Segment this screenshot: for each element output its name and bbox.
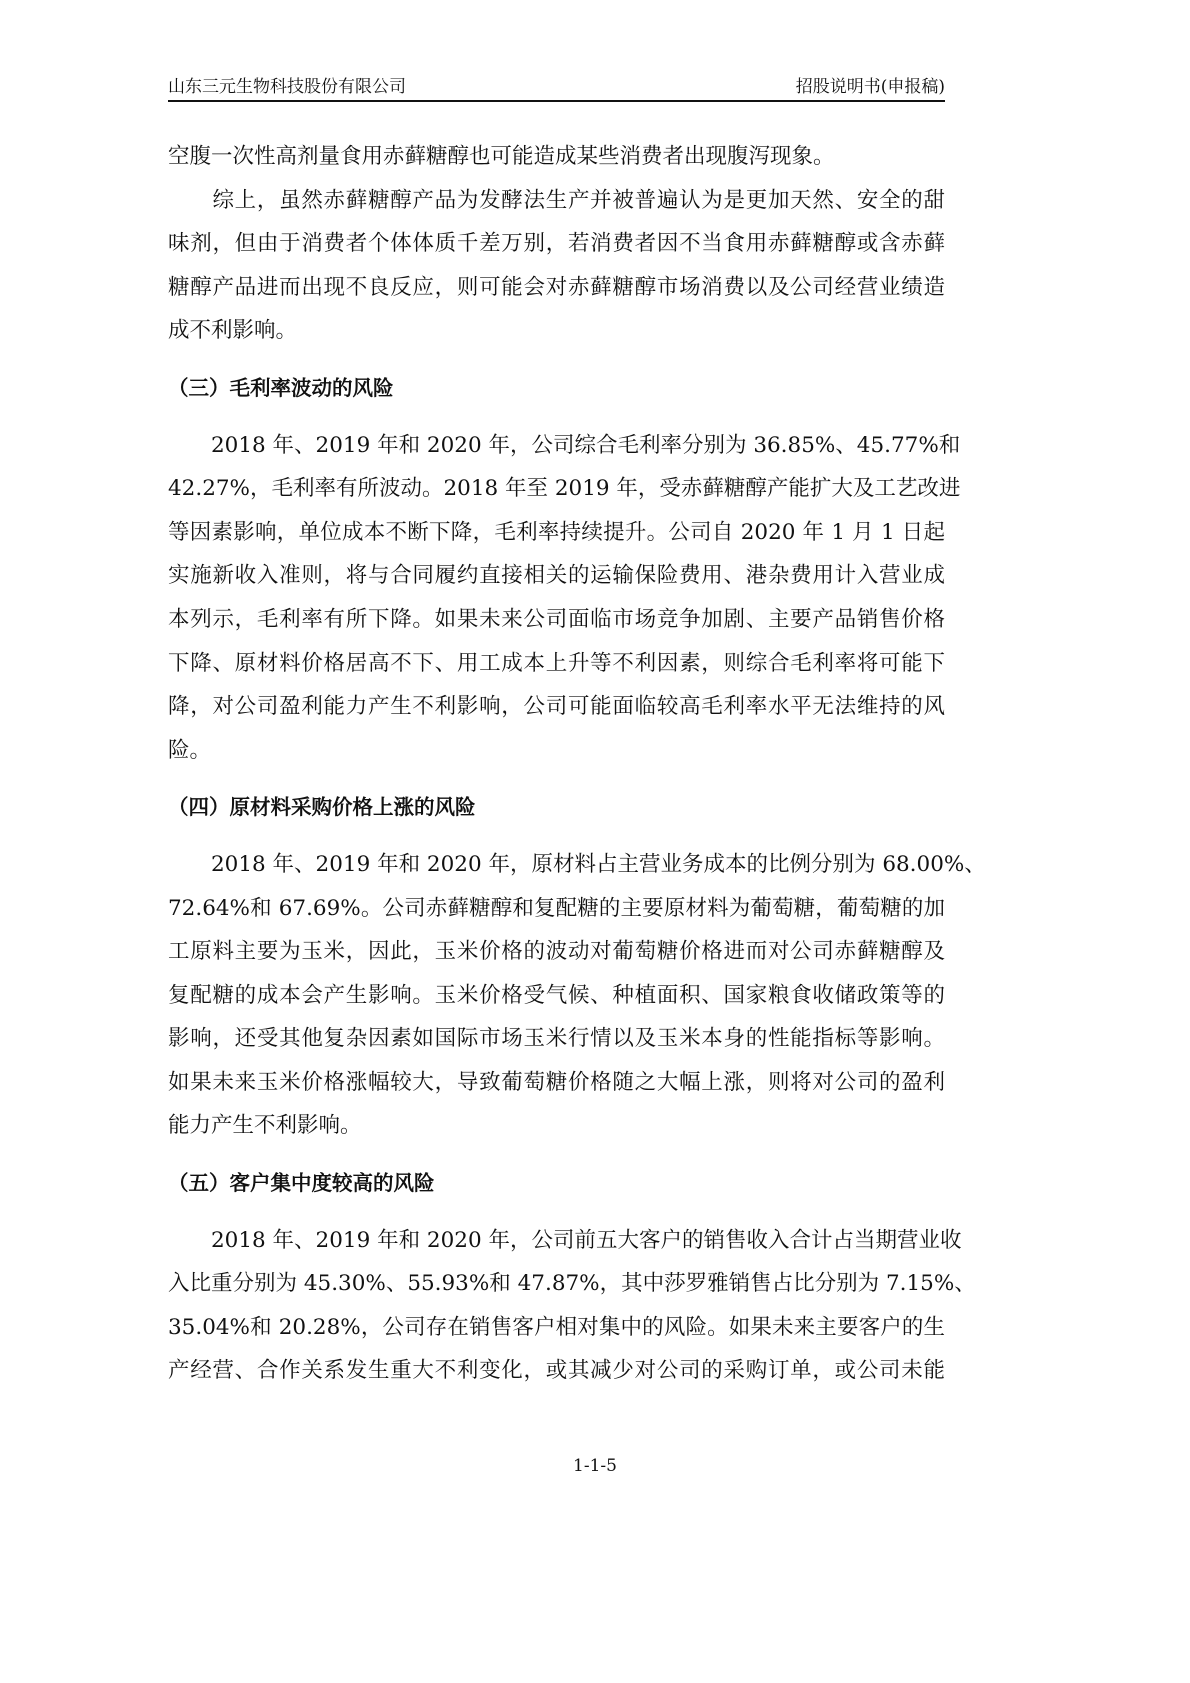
text-line: 空腹一次性高剂量食用赤藓糖醇也可能造成某些消费者出现腹泻现象。 [168,144,835,169]
header-company: 山东三元生物科技股份有限公司 [168,77,406,97]
text-line: 复配糖的成本会产生影响。玉米价格受气候、种植面积、国家粮食收储政策等的 [168,982,945,1008]
text-line: 糖醇产品进而出现不良反应，则可能会对赤藓糖醇市场消费以及公司经营业绩造 [168,274,945,300]
text-line: 2018 年、2019 年和 2020 年，公司前五大客户的销售收入合计占当期营业收 [168,1227,962,1253]
text-line: 险。 [168,737,212,763]
paragraph [168,1219,976,1393]
text-line: 下降、原材料价格居高不下、用工成本上升等不利因素，则综合毛利率将可能下 [168,650,945,676]
text-line: 综上，虽然赤藓糖醇产品为发酵法生产并被普遍认为是更加天然、安全的甜 [168,187,945,213]
text-line: 2018 年、2019 年和 2020 年，公司综合毛利率分别为 36.85%、45.77%和 [168,432,961,458]
text-line: 工原料主要为玉米，因此，玉米价格的波动对葡萄糖价格进而对公司赤藓糖醇及 [168,939,945,965]
text-line: 影响，还受其他复杂因素如国际市场玉米行情以及玉米本身的性能指标等影响。 [168,1026,945,1052]
text-line: 实施新收入准则，将与合同履约直接相关的运输保险费用、港杂费用计入营业成 [168,563,945,589]
paragraph [168,135,945,179]
text-line: 72.64%和 67.69%。公司赤藓糖醇和复配糖的主要原材料为葡萄糖，葡萄糖的加 [168,895,945,921]
text-line: 成不利影响。 [168,318,298,344]
text-line: 味剂，但由于消费者个体体质千差万别，若消费者因不当食用赤藓糖醇或含赤藓 [168,231,945,257]
page-header [168,74,945,102]
paragraph [168,179,945,353]
text-line: 能力产生不利影响。 [168,1113,362,1139]
text-line: 降，对公司盈利能力产生不利影响，公司可能面临较高毛利率水平无法维持的风 [168,694,945,720]
text-line: 42.27%，毛利率有所波动。2018 年至 2019 年，受赤藓糖醇产能扩大及工艺改进 [168,476,961,502]
document-body [168,135,986,1393]
section-heading: （四）原材料采购价格上涨的风险 [168,795,476,820]
paragraph [168,424,961,773]
text-line: 35.04%和 20.28%，公司存在销售客户相对集中的风险。如果未来主要客户的生 [168,1314,945,1340]
header-doc-title: 招股说明书(申报稿) [795,77,945,97]
section-heading: （五）客户集中度较高的风险 [168,1171,435,1196]
text-line: 2018 年、2019 年和 2020 年，原材料占主营业务成本的比例分别为 68.00%、 [168,851,986,877]
text-line: 如果未来玉米价格涨幅较大，导致葡萄糖价格随之大幅上涨，则将对公司的盈利 [168,1069,945,1095]
text-line: 本列示，毛利率有所下降。如果未来公司面临市场竞争加剧、主要产品销售价格 [168,606,945,632]
section-heading: （三）毛利率波动的风险 [168,375,394,400]
text-line: 等因素影响，单位成本不断下降，毛利率持续提升。公司自 2020 年 1 月 1 日起 [168,519,945,545]
paragraph [168,843,986,1148]
page-number: 1-1-5 [573,1456,617,1476]
text-line: 产经营、合作关系发生重大不利变化，或其减少对公司的采购订单，或公司未能 [168,1358,945,1384]
text-line: 入比重分别为 45.30%、55.93%和 47.87%，其中莎罗雅销售占比分别为 7.15%、 [168,1271,976,1297]
